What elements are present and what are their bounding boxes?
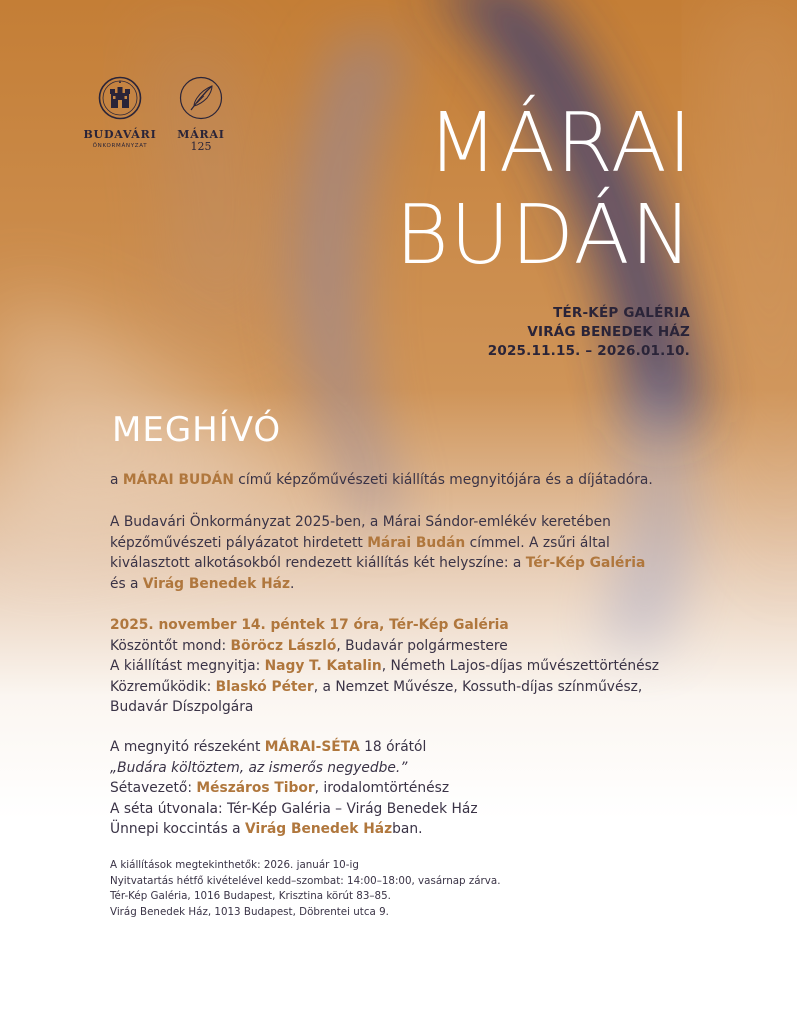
body-line-2-pre: képzőművészeti pályázatot hirdetett: [110, 534, 368, 551]
body-line-4-post: .: [290, 575, 295, 592]
budavari-logo-name: BUDAVÁRI: [83, 128, 157, 141]
description-paragraph: [110, 512, 710, 594]
greet-label: Köszöntőt mond:: [110, 637, 231, 654]
body-line-4-highlight: Virág Benedek Ház: [142, 575, 291, 592]
greet-name: Böröcz László: [230, 637, 337, 654]
exhibition-dates: 2025.11.15. – 2026.01.10.: [487, 343, 690, 359]
contributor-label: Közreműködik:: [110, 678, 216, 695]
venue-2: VIRÁG BENEDEK HÁZ: [527, 324, 690, 340]
body-line-2-highlight: Márai Budán: [367, 534, 466, 551]
toast-post: ban.: [392, 821, 423, 837]
intro-pre: a: [110, 472, 123, 488]
footer-info: [110, 858, 500, 920]
body-line-2-post: címmel. A zsűri által: [465, 534, 610, 551]
contributor-role: , a Nemzet Művésze, Kossuth-díjas színművész,: [313, 678, 643, 695]
intro-highlight: MÁRAI BUDÁN: [122, 472, 234, 488]
venue-1: TÉR-KÉP GALÉRIA: [553, 305, 690, 321]
greet-role: , Budavár polgármestere: [336, 637, 508, 654]
walk-route: A séta útvonala: Tér-Kép Galéria – Virág Benedek Ház: [110, 800, 478, 817]
footer-line-3: Tér-Kép Galéria, 1016 Budapest, Krisztina körút 83–85.: [110, 890, 391, 902]
footer-line-4: Virág Benedek Ház, 1013 Budapest, Döbrentei utca 9.: [110, 905, 389, 918]
body-line-4-pre: és a: [110, 575, 143, 592]
guide-label: Sétavezető:: [110, 780, 197, 796]
walk-paragraph: [110, 737, 710, 840]
intro-paragraph: [110, 470, 710, 491]
footer-line-2: Nyitvatartás hétfő kivételével kedd–szombat: 14:00–18:00, vasárnap zárva.: [110, 874, 501, 887]
main-title: [395, 98, 693, 282]
body-line-3-highlight: Tér-Kép Galéria: [525, 555, 646, 571]
walk-time: 18 órától: [359, 739, 427, 755]
footer-line-1: A kiállítások megtekinthetők: 2026. január 10-ig: [110, 859, 359, 871]
venue-date-block: [488, 304, 690, 361]
marai-logo-name: MÁRAI: [177, 128, 225, 141]
body-line-3-pre: kiválasztott alkotásokból rendezett kiállítás két helyszíne: a: [110, 555, 526, 571]
title-line-2: BUDÁN: [395, 188, 693, 283]
walk-quote: „Budára költöztem, az ismerős negyedbe.”: [110, 759, 408, 776]
intro-post: című képzőművészeti kiállítás megnyitójára és a díjátadóra.: [233, 472, 653, 488]
invitation-heading: MEGHÍVÓ: [112, 410, 282, 450]
event-datetime: 2025. november 14. péntek 17 óra, Tér-Kép Galéria: [110, 617, 509, 633]
toast-pre: Ünnepi koccintás a: [110, 821, 246, 837]
contributor-name: Blaskó Péter: [215, 678, 314, 695]
program-paragraph: [110, 615, 710, 718]
opener-role: , Németh Lajos-díjas művészettörténész: [381, 658, 660, 674]
budavari-logo: [70, 76, 170, 149]
guide-name: Mészáros Tibor: [196, 780, 315, 796]
walk-pre: A megnyitó részeként: [110, 739, 265, 755]
body-line-1: A Budavári Önkormányzat 2025-ben, a Márai Sándor-emlékév keretében: [110, 514, 611, 530]
marai-logo-number: 125: [190, 140, 212, 153]
toast-venue: Virág Benedek Ház: [245, 821, 393, 837]
opener-label: A kiállítást megnyitja:: [110, 658, 265, 674]
budavari-logo-subtitle: ÖNKORMÁNYZAT: [92, 143, 148, 149]
contributor-role-2: Budavár Díszpolgára: [110, 699, 254, 715]
walk-title: MÁRAI-SÉTA: [264, 739, 360, 755]
marai-125-logo: [168, 76, 234, 153]
feather-icon: [179, 76, 223, 120]
title-line-1: MÁRAI: [427, 96, 693, 191]
castle-crest-icon: [98, 76, 142, 120]
opener-name: Nagy T. Katalin: [264, 658, 382, 674]
guide-role: , irodalomtörténész: [314, 780, 450, 796]
